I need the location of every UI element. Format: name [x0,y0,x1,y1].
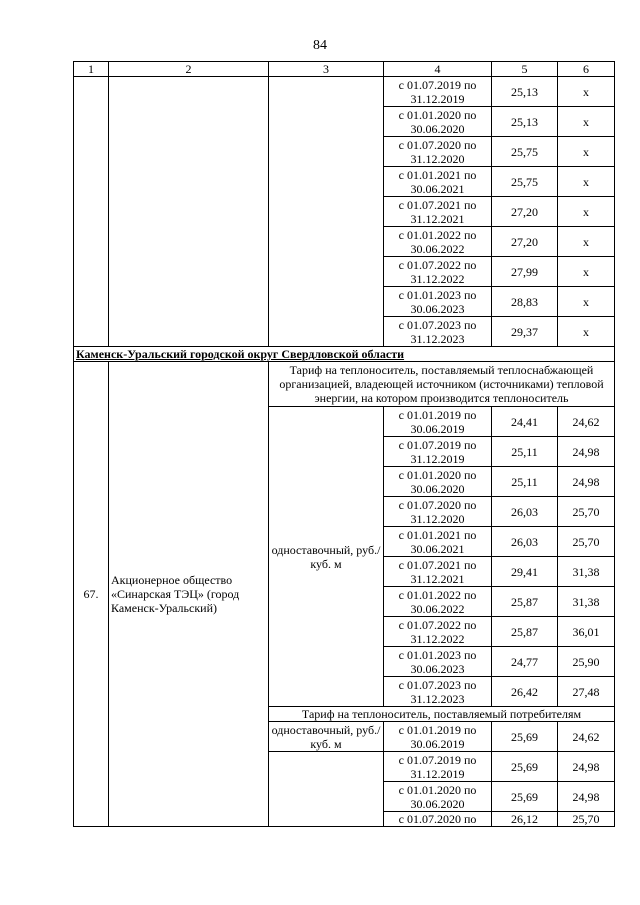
value-col6: 31,38 [558,557,615,587]
period-cell: с 01.07.2022 по 31.12.2022 [384,617,492,647]
value-col6: 24,98 [558,437,615,467]
value-col6: х [558,257,615,287]
value-col5: 25,69 [492,782,558,812]
value-col5: 25,69 [492,752,558,782]
value-col6: 25,70 [558,812,615,827]
tariff-table [73,61,615,827]
value-col6: х [558,137,615,167]
value-col6: х [558,197,615,227]
period-cell: с 01.01.2020 по 30.06.2020 [384,782,492,812]
value-col5: 25,87 [492,617,558,647]
value-col5: 25,13 [492,77,558,107]
period-cell: с 01.07.2023 по 31.12.2023 [384,317,492,347]
value-col6: 27,48 [558,677,615,707]
period-cell: с 01.07.2020 по 31.12.2020 [384,137,492,167]
period-cell: с 01.01.2022 по 30.06.2022 [384,587,492,617]
value-col6: 25,90 [558,647,615,677]
period-cell: с 01.07.2020 по 31.12.2020 [384,497,492,527]
empty-cell [109,77,269,347]
value-col5: 26,12 [492,812,558,827]
period-cell: с 01.07.2022 по 31.12.2022 [384,257,492,287]
column-header-row [74,62,615,77]
value-col5: 25,87 [492,587,558,617]
region-title: Каменск-Уральский городской округ Свердловской области [74,347,615,362]
value-col6: х [558,77,615,107]
value-col6: 24,62 [558,407,615,437]
tariff-type: одноставочный, руб./куб. м [269,722,384,752]
value-col5: 26,42 [492,677,558,707]
value-col5: 27,99 [492,257,558,287]
column-header: 6 [558,62,615,77]
period-cell: с 01.01.2020 по 30.06.2020 [384,467,492,497]
value-col5: 29,41 [492,557,558,587]
column-header: 5 [492,62,558,77]
period-cell: с 01.01.2021 по 30.06.2021 [384,167,492,197]
column-header: 3 [269,62,384,77]
value-col5: 27,20 [492,227,558,257]
value-col6: 25,70 [558,497,615,527]
empty-cell [269,752,384,827]
value-col5: 24,41 [492,407,558,437]
value-col6: 25,70 [558,527,615,557]
value-col5: 24,77 [492,647,558,677]
value-col5: 27,20 [492,197,558,227]
value-col5: 25,75 [492,167,558,197]
value-col6: х [558,287,615,317]
value-col6: 24,98 [558,782,615,812]
value-col5: 25,11 [492,467,558,497]
period-cell: с 01.07.2021 по 31.12.2021 [384,197,492,227]
value-col5: 28,83 [492,287,558,317]
column-header: 2 [109,62,269,77]
value-col6: х [558,107,615,137]
tariff-type: одноставочный, руб./куб. м [269,407,384,707]
value-col6: х [558,227,615,257]
value-col5: 26,03 [492,497,558,527]
period-cell: с 01.07.2020 по [384,812,492,827]
period-cell: с 01.07.2019 по 31.12.2019 [384,752,492,782]
period-cell: с 01.07.2023 по 31.12.2023 [384,677,492,707]
tariff-title: Тариф на теплоноситель, поставляемый теплоснабжающей организацией, владеющей источником (источниками) тепловой энергии, на котором производится теплоноситель [269,362,615,407]
value-col5: 25,13 [492,107,558,137]
empty-cell [74,77,109,347]
column-header: 4 [384,62,492,77]
value-col6: х [558,317,615,347]
period-cell: с 01.01.2019 по 30.06.2019 [384,722,492,752]
period-cell: с 01.01.2020 по 30.06.2020 [384,107,492,137]
period-cell: с 01.01.2023 по 30.06.2023 [384,647,492,677]
period-cell: с 01.01.2023 по 30.06.2023 [384,287,492,317]
tariff-title: Тариф на теплоноситель, поставляемый потребителям [269,707,615,722]
period-cell: с 01.01.2022 по 30.06.2022 [384,227,492,257]
region-row [74,347,615,362]
value-col5: 29,37 [492,317,558,347]
period-cell: с 01.01.2021 по 30.06.2021 [384,527,492,557]
period-cell: с 01.07.2019 по 31.12.2019 [384,77,492,107]
value-col5: 25,75 [492,137,558,167]
tariff1-title-row [74,362,615,407]
value-col5: 26,03 [492,527,558,557]
value-col5: 25,69 [492,722,558,752]
value-col6: 24,62 [558,722,615,752]
entry-number: 67. [74,362,109,827]
value-col6: 36,01 [558,617,615,647]
column-header: 1 [74,62,109,77]
page-number: 84 [313,38,327,53]
period-cell: с 01.07.2021 по 31.12.2021 [384,557,492,587]
period-cell: с 01.07.2019 по 31.12.2019 [384,437,492,467]
empty-cell [269,77,384,347]
value-col6: 24,98 [558,752,615,782]
value-col5: 25,11 [492,437,558,467]
organization-name: Акционерное общество «Синарская ТЭЦ» (город Каменск-Уральский) [109,362,269,827]
value-col6: х [558,167,615,197]
table-row [74,77,615,107]
period-cell: с 01.01.2019 по 30.06.2019 [384,407,492,437]
value-col6: 31,38 [558,587,615,617]
value-col6: 24,98 [558,467,615,497]
